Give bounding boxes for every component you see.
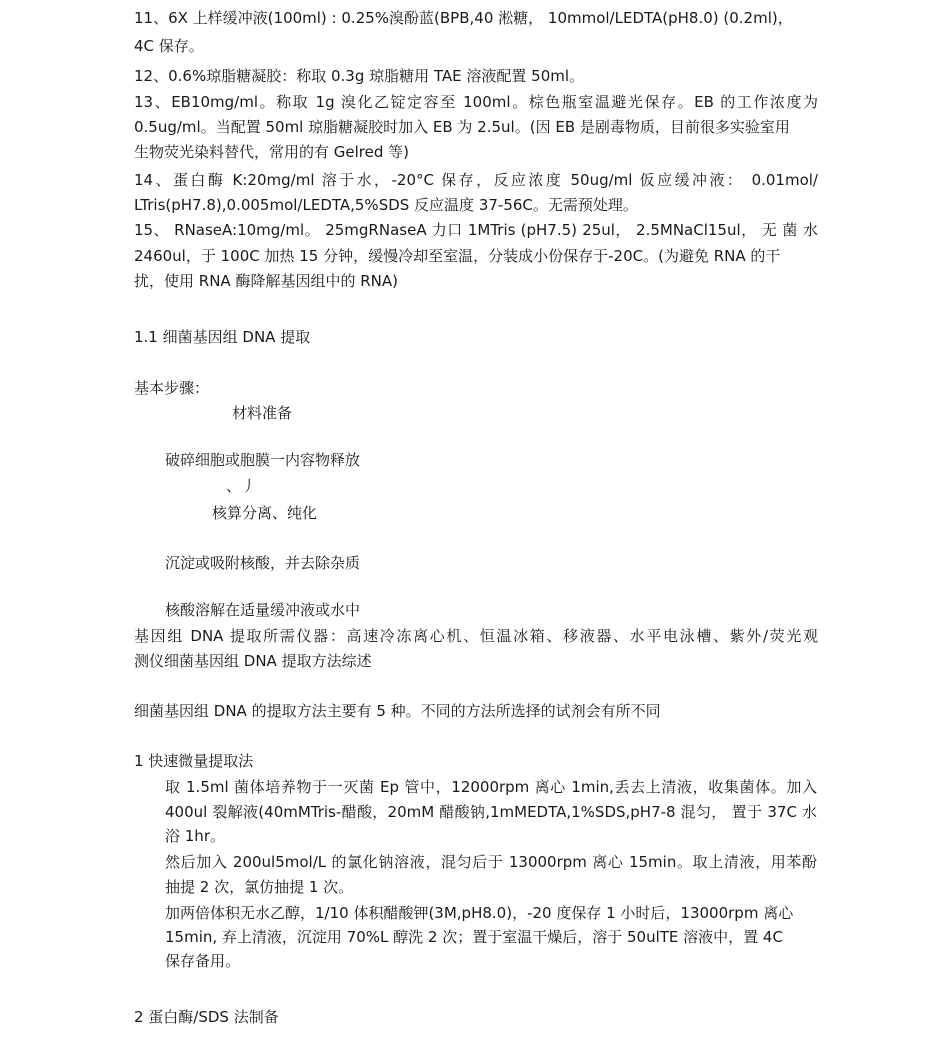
item13-line2: 0.5ug/ml。当配置 50ml 琼脂糖凝胶时加入 EB 为 2.5ul。(因 EB 是剧毒物质，目前很多实验室用 (134, 118, 790, 136)
method1-p3-line1: 加两倍体积无水乙醇，1/10 体积醋酸钾(3M,pH8.0)，-20 度保存 1 小时后，13000rpm 离心 (165, 904, 794, 922)
item14-line2: LTris(pH7.8),0.005mol/LEDTA,5%SDS 反应温度 37-56C。无需预处理。 (134, 196, 638, 214)
item11-line1: 11、6X 上样缓冲液(100ml) : 0.25%溴酚蓝(BPB,40 淞糖， 10mmol/LEDTA(pH8.0) (0.2ml)， (134, 9, 793, 27)
method1-p2-line2: 抽提 2 次，氯仿抽提 1 次。 (165, 878, 354, 896)
flow-step-separation: 核算分离、纯化 (212, 504, 318, 522)
item13-line3: 生物荧光染料替代，常用的有 Gelred 等) (134, 143, 409, 161)
item15-line2: 2460ul，于 100C 加热 15 分钟，缓慢冷却至室温，分装成小份保存于-20C。(为避免 RNA 的干 (134, 247, 781, 265)
item13-line1: 13、EB10mg/ml。称取 1g 溴化乙锭定容至 100ml。棕色瓶室温避光保存。EB 的工作浓度为 (134, 93, 818, 111)
item15-line1: 15、 RNaseA:10mg/ml。 25mgRNaseA 力口 1MTris (pH7.5) 25ul， 2.5MNaCl15ul， 无 菌 水 (134, 221, 818, 239)
flow-step-lysis: 破碎细胞或胞膜一内容物释放 (165, 451, 361, 469)
item15-line3: 扰，使用 RNA 酶降解基因组中的 RNA) (134, 272, 398, 290)
method1-p1-line3: 浴 1hr。 (165, 827, 225, 845)
steps-label: 基本步骤： (134, 379, 210, 397)
instruments-line2: 测仪细菌基因组 DNA 提取方法综述 (134, 652, 372, 670)
method2-title: 2 蛋白酶/SDS 法制备 (134, 1008, 279, 1026)
method1-p2-line1: 然后加入 200ul5mol/L 的氯化钠溶液，混匀后于 13000rpm 离心 15min。取上清液，用苯酚 (165, 853, 817, 871)
flow-step-precipitation: 沉淀或吸附核酸，并去除杂质 (165, 554, 361, 572)
method1-p3-line3: 保存备用。 (165, 952, 241, 970)
method1-p1-line1: 取 1.5ml 菌体培养物于一灭菌 Ep 管中，12000rpm 离心 1min,丢去上清液，收集菌体。加入 (165, 778, 817, 796)
section-title-1-1: 1.1 细菌基因组 DNA 提取 (134, 328, 311, 346)
item11-line2: 4C 保存。 (134, 37, 204, 55)
method1-title: 1 快速微量提取法 (134, 752, 254, 770)
flow-arrow-mark: 、丿 (226, 477, 257, 495)
method1-p1-line2: 400ul 裂解液(40mMTris-醋酸，20mM 醋酸钠,1mMEDTA,1%SDS,pH7-8 混匀， 置于 37C 水 (165, 803, 817, 821)
instruments-line1: 基因组 DNA 提取所需仪器：高速冷冻离心机、恒温冰箱、移液器、水平电泳槽、紫外/荧光观 (134, 627, 818, 645)
item12-text: 12、0.6%琼脂糖凝胶：称取 0.3g 琼脂糖用 TAE 溶液配置 50ml。 (134, 67, 585, 85)
flow-step-dissolution: 核酸溶解在适量缓冲液或水中 (165, 601, 361, 619)
methods-overview: 细菌基因组 DNA 的提取方法主要有 5 种。不同的方法所选择的试剂会有所不同 (134, 702, 661, 720)
item14-line1: 14、蛋白酶 K:20mg/ml 溶于水，-20°C 保存，反应浓度 50ug/ml 仮应缓冲液： 0.01mol/ (134, 171, 818, 189)
flow-step-materials: 材料准备 (232, 404, 293, 422)
method1-p3-line2: 15min, 弃上清液，沉淀用 70%L 醇洗 2 次；置于室温干燥后，溶于 50ulTE 溶液中，置 4C (165, 928, 783, 946)
